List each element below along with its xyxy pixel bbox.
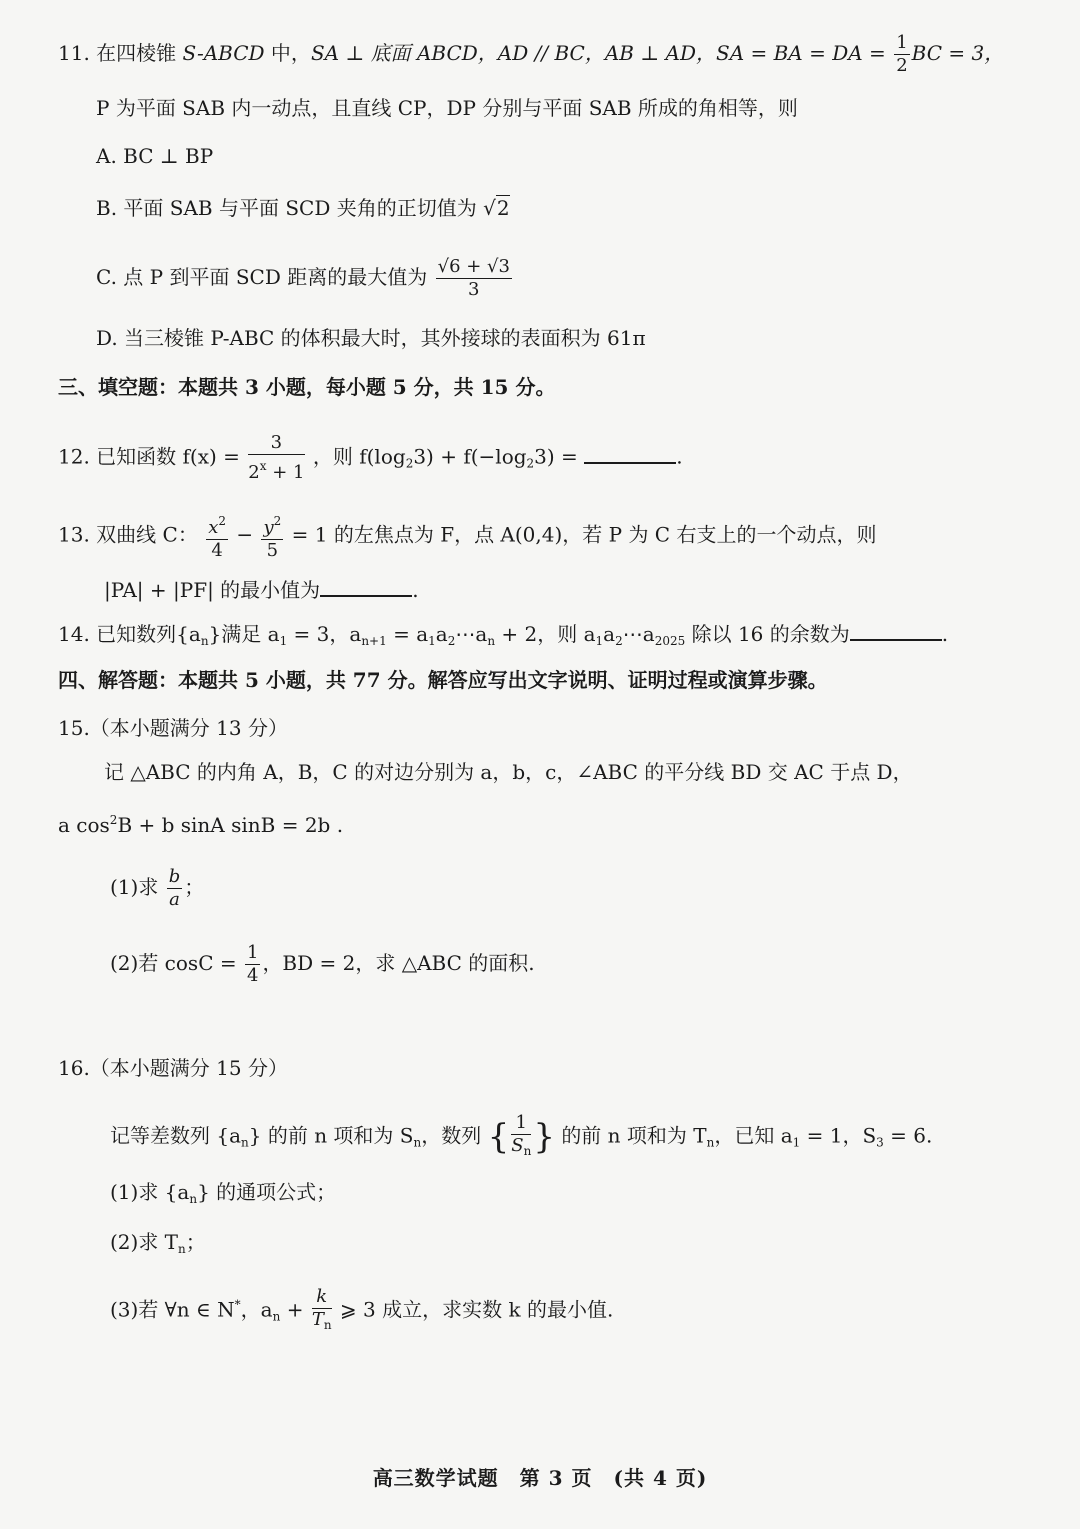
q11-option-b: B. 平面 SAB 与平面 SCD 夹角的正切值为 √2 [96,196,510,220]
q15-line1: 记 △ABC 的内角 A，B，C 的对边分别为 a，b，c，∠ABC 的平分线 BD 交 AC 于点 D， [104,760,913,784]
q16-part3-fraction: $\frac{k}{T_n}$ [311,1286,332,1332]
q15-part1-fraction: $\frac{b}{a}$ [168,866,181,910]
q13-fraction-y: $\frac{y^2}{5}$ [261,510,283,562]
q11-option-c-fraction: $\frac{√6 + √3}{3}$ [437,256,510,300]
q14-answer-blank [850,621,942,641]
q11-stem-line2: P 为平面 SAB 内一动点，且直线 CP，DP 分别与平面 SAB 所成的角相等，则 [96,96,798,120]
q12-answer-blank [584,444,676,464]
q11-stem-line1: 11. 在四棱锥 S-ABCD 中，SA ⊥ 底面 ABCD，AD // BC，AB ⊥ AD，SA = BA = DA = $\frac{1}{2}$ BC = 3， [58,32,1005,76]
q11-option-d: D. 当三棱锥 P-ABC 的体积最大时，其外接球的表面积为 61π [96,326,646,350]
q15-part1: (1)求 $\frac{b}{a}$ ； [110,866,205,910]
q12-fraction: $\frac{3}{2^x + 1}$ [248,432,305,483]
q15-line2: a $\cos^2B + b$ sinA sinB = 2b . [58,813,344,837]
q13-line2: |PA| + |PF| 的最小值为 . [104,578,419,602]
q13-line1: 13. 双曲线 C： $\frac{x^2}{4}$ − $\frac{y^2}{5}$ = 1 的左焦点为 F，点 A(0,4)，若 P 为 C 右支上的一个动点，则 [58,510,876,562]
q11-option-c: C. 点 P 到平面 SCD 距离的最大值为 $\frac{√6 + √3}{3}$ [96,256,510,300]
section3-heading: 三、填空题：本题共 3 小题，每小题 5 分，共 15 分。 [58,375,556,399]
q16-line1: 记等差数列 $\{a_n\}$ 的前 n 项和为 $S_n$，数列 { $\frac{1}{S_n}$ } 的前 n 项和为 $T_n$，已知 $a_1 = 1$，$S_3 = 6$. [110,1112,932,1162]
q12: 12. 已知函数 f(x) = $\frac{3}{2^x + 1}$ ，则 $f(\log_23) + f(-\log_23)$ = . [58,432,683,483]
page-footer: 高三数学试题 第 3 页 (共 4 页) [372,1466,708,1490]
q14: 14. 已知数列$\{a_n\}$满足 $a_1 = 3$，$a_{n+1}$ = $a_1a_2\cdots a_n + 2$，则 $a_1a_2\cdots a_{2025}$ 除以 16 的余数为 . [58,622,949,648]
q15-part2-fraction: $\frac{1}{4}$ [246,942,259,986]
q16-part2: (2)求 $T_n$； [110,1230,206,1256]
q11-fraction: $\frac{1}{2}$ [896,32,908,76]
q16-heading: 16.（本小题满分 15 分） [58,1056,288,1080]
q15-part2: (2)若 cosC = $\frac{1}{4}$ ，BD = 2，求 △ABC 的面积. [110,942,535,986]
q16-part1: (1)求 $\{a_n\}$ 的通项公式； [110,1180,337,1206]
section4-heading: 四、解答题：本题共 5 小题，共 77 分。解答应写出文字说明、证明过程或演算步骤。 [58,668,828,692]
q16-part3: (3)若 ∀n ∈ N*，$a_n$ + $\frac{k}{T_n}$ ⩾ 3 成立，求实数 k 的最小值. [110,1286,613,1336]
q11-option-a: A. BC ⊥ BP [96,144,214,168]
q13-answer-blank [320,577,412,597]
q13-fraction-x: $\frac{x^2}{4}$ [206,510,228,562]
q16-fraction: $\frac{1}{S_n}$ [511,1112,532,1158]
q15-heading: 15.（本小题满分 13 分） [58,716,288,740]
